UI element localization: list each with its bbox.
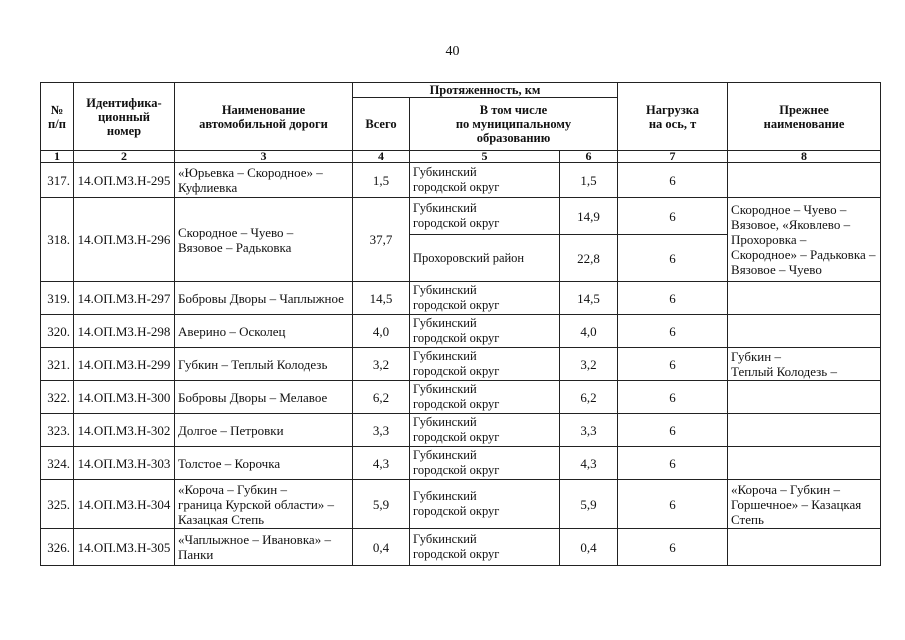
- header-number: № п/п: [41, 83, 74, 151]
- column-number: 6: [560, 151, 618, 163]
- municipality: Губкинский городской округ: [410, 529, 560, 566]
- row-number: 319.: [41, 282, 74, 315]
- length-total: 37,7: [353, 198, 410, 282]
- previous-name: [728, 529, 881, 566]
- header-axle-load: Нагрузка на ось, т: [618, 83, 728, 151]
- road-identifier: 14.ОП.МЗ.Н-297: [74, 282, 175, 315]
- header-previous-name: Прежнее наименование: [728, 83, 881, 151]
- municipality: Губкинский городской округ: [410, 414, 560, 447]
- length-part: 22,8: [560, 235, 618, 282]
- axle-load: 6: [618, 529, 728, 566]
- length-part: 4,0: [560, 315, 618, 348]
- previous-name: [728, 163, 881, 198]
- road-name: Аверино – Осколец: [175, 315, 353, 348]
- length-total: 1,5: [353, 163, 410, 198]
- axle-load: 6: [618, 163, 728, 198]
- road-identifier: 14.ОП.МЗ.Н-300: [74, 381, 175, 414]
- length-part: 14,5: [560, 282, 618, 315]
- table-row: [41, 198, 881, 235]
- length-total: 3,3: [353, 414, 410, 447]
- axle-load: 6: [618, 381, 728, 414]
- length-total: 4,3: [353, 447, 410, 480]
- row-number: 324.: [41, 447, 74, 480]
- road-name: «Чаплыжное – Ивановка» – Панки: [175, 529, 353, 566]
- municipality: Губкинский городской округ: [410, 348, 560, 381]
- road-identifier: 14.ОП.МЗ.Н-296: [74, 198, 175, 282]
- header-identifier: Идентифика- ционный номер: [74, 83, 175, 151]
- table-row: [41, 414, 881, 447]
- axle-load: 6: [618, 480, 728, 529]
- row-number: 320.: [41, 315, 74, 348]
- road-name: Долгое – Петровки: [175, 414, 353, 447]
- previous-name: [728, 282, 881, 315]
- axle-load: 6: [618, 282, 728, 315]
- row-number: 318.: [41, 198, 74, 282]
- length-total: 6,2: [353, 381, 410, 414]
- length-total: 0,4: [353, 529, 410, 566]
- road-identifier: 14.ОП.МЗ.Н-304: [74, 480, 175, 529]
- length-total: 5,9: [353, 480, 410, 529]
- table-row: [41, 480, 881, 529]
- previous-name: [728, 315, 881, 348]
- header-including: В том числе по муниципальному образованию: [410, 98, 618, 151]
- axle-load: 6: [618, 447, 728, 480]
- table-row: [41, 381, 881, 414]
- table-row: [41, 348, 881, 381]
- row-number: 322.: [41, 381, 74, 414]
- municipality: Губкинский городской округ: [410, 163, 560, 198]
- page-number: 40: [445, 44, 460, 59]
- road-name: Толстое – Корочка: [175, 447, 353, 480]
- column-number: 8: [728, 151, 881, 163]
- length-total: 4,0: [353, 315, 410, 348]
- road-name: «Короча – Губкин – граница Курской области» – Казацкая Степь: [175, 480, 353, 529]
- previous-name: [728, 381, 881, 414]
- road-name: Губкин – Теплый Колодезь: [175, 348, 353, 381]
- header-total: Всего: [353, 98, 410, 151]
- municipality: Губкинский городской округ: [410, 447, 560, 480]
- previous-name: Губкин – Теплый Колодезь –: [728, 348, 881, 381]
- axle-load: 6: [618, 414, 728, 447]
- road-identifier: 14.ОП.МЗ.Н-295: [74, 163, 175, 198]
- road-identifier: 14.ОП.МЗ.Н-305: [74, 529, 175, 566]
- table-row: [41, 315, 881, 348]
- length-part: 4,3: [560, 447, 618, 480]
- header-length: Протяженность, км: [353, 83, 618, 98]
- length-total: 14,5: [353, 282, 410, 315]
- column-number: 2: [74, 151, 175, 163]
- length-total: 3,2: [353, 348, 410, 381]
- table-row: [41, 282, 881, 315]
- length-part: 1,5: [560, 163, 618, 198]
- row-number: 326.: [41, 529, 74, 566]
- municipality: Губкинский городской округ: [410, 381, 560, 414]
- roads-table: [40, 82, 881, 566]
- row-number: 325.: [41, 480, 74, 529]
- column-number: 7: [618, 151, 728, 163]
- length-part: 3,2: [560, 348, 618, 381]
- previous-name: Скородное – Чуево – Вязовое, «Яковлево – Прохоровка – Скородное» – Радьковка – Вязовое – Чуево: [728, 198, 881, 282]
- length-part: 5,9: [560, 480, 618, 529]
- length-part: 6,2: [560, 381, 618, 414]
- road-name: Бобровы Дворы – Мелавое: [175, 381, 353, 414]
- length-part: 3,3: [560, 414, 618, 447]
- previous-name: «Короча – Губкин – Горшечное» – Казацкая Степь: [728, 480, 881, 529]
- column-number: 5: [410, 151, 560, 163]
- road-identifier: 14.ОП.МЗ.Н-302: [74, 414, 175, 447]
- column-number: 3: [175, 151, 353, 163]
- road-name: Скородное – Чуево – Вязовое – Радьковка: [175, 198, 353, 282]
- road-name: Бобровы Дворы – Чаплыжное: [175, 282, 353, 315]
- road-identifier: 14.ОП.МЗ.Н-299: [74, 348, 175, 381]
- road-name: «Юрьевка – Скородное» – Куфлиевка: [175, 163, 353, 198]
- table-row: [41, 163, 881, 198]
- previous-name: [728, 414, 881, 447]
- municipality: Прохоровский район: [410, 235, 560, 282]
- table-row: [41, 447, 881, 480]
- axle-load: 6: [618, 315, 728, 348]
- table-row: [41, 529, 881, 566]
- axle-load: 6: [618, 198, 728, 235]
- row-number: 323.: [41, 414, 74, 447]
- length-part: 0,4: [560, 529, 618, 566]
- municipality: Губкинский городской округ: [410, 480, 560, 529]
- column-number: 4: [353, 151, 410, 163]
- municipality: Губкинский городской округ: [410, 282, 560, 315]
- road-identifier: 14.ОП.МЗ.Н-298: [74, 315, 175, 348]
- axle-load: 6: [618, 235, 728, 282]
- row-number: 321.: [41, 348, 74, 381]
- municipality: Губкинский городской округ: [410, 315, 560, 348]
- column-number: 1: [41, 151, 74, 163]
- previous-name: [728, 447, 881, 480]
- road-identifier: 14.ОП.МЗ.Н-303: [74, 447, 175, 480]
- row-number: 317.: [41, 163, 74, 198]
- length-part: 14,9: [560, 198, 618, 235]
- municipality: Губкинский городской округ: [410, 198, 560, 235]
- axle-load: 6: [618, 348, 728, 381]
- header-road-name: Наименование автомобильной дороги: [175, 83, 353, 151]
